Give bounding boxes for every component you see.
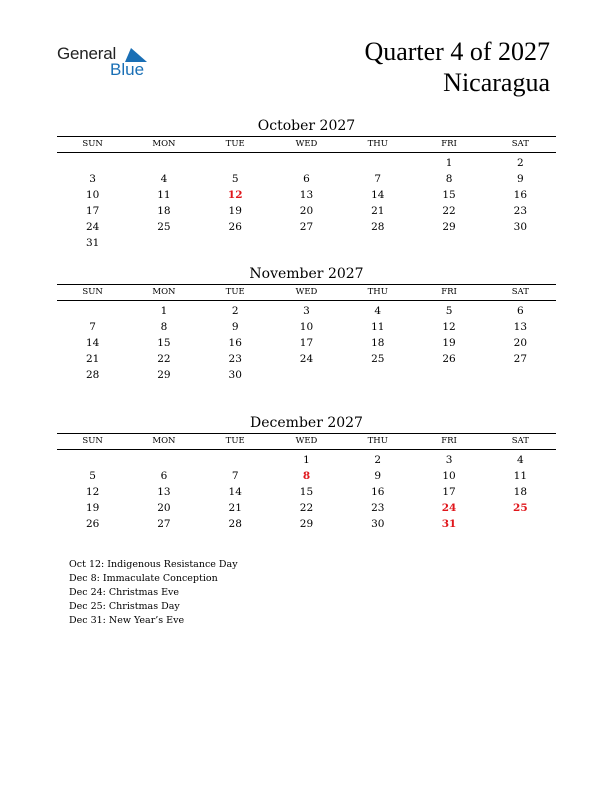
holiday-notes (69, 558, 238, 628)
day-cell: 16 (371, 486, 385, 498)
day-cell (128, 155, 199, 171)
day-cell (271, 155, 342, 171)
day-cell: 20 (157, 502, 171, 514)
weekday-header (57, 434, 556, 450)
day-cell: 23 (371, 502, 385, 514)
day-cell: 20 (299, 205, 314, 217)
day-cell: 23 (513, 205, 528, 217)
day-cell: 1 (160, 305, 168, 317)
day-cell: 6 (160, 470, 168, 482)
day-cell: 7 (374, 173, 382, 185)
day-cell: 16 (228, 337, 242, 349)
day-cell (485, 516, 556, 532)
day-cell (271, 235, 342, 251)
weekday-label: THU (367, 287, 388, 297)
week-row (57, 351, 556, 367)
day-cell: 21 (228, 502, 242, 514)
weekday-label: FRI (441, 436, 457, 446)
day-cell: 13 (157, 486, 171, 498)
day-cell: 29 (442, 221, 456, 233)
month-title: November 2027 (249, 266, 364, 282)
weekday-label: WED (295, 139, 318, 149)
day-cell (342, 155, 413, 171)
day-cell (342, 367, 413, 383)
day-cell: 14 (228, 486, 242, 498)
weekday-label: MON (152, 436, 176, 446)
day-cell: 10 (85, 189, 100, 201)
day-cell: 27 (513, 353, 528, 365)
day-cell: 29 (157, 369, 171, 381)
day-cell: 17 (442, 486, 456, 498)
day-cell: 15 (157, 337, 171, 349)
day-cell (342, 235, 413, 251)
day-cell: 15 (299, 486, 314, 498)
day-cell: 28 (371, 221, 385, 233)
holiday-day-cell: 24 (441, 502, 457, 514)
week-row (57, 500, 556, 516)
month-title: October 2027 (257, 118, 356, 134)
day-cell: 23 (228, 353, 242, 365)
day-cell: 12 (442, 321, 456, 333)
week-row (57, 203, 556, 219)
weekday-label: MON (152, 139, 176, 149)
weekday-label: TUE (225, 287, 245, 297)
logo-general-text: General (57, 44, 117, 63)
day-cell: 5 (445, 305, 453, 317)
day-cell: 4 (374, 305, 382, 317)
weekday-label: SUN (82, 287, 103, 297)
day-cell: 8 (445, 173, 453, 185)
day-cell: 26 (228, 221, 242, 233)
day-cell: 11 (513, 470, 528, 482)
day-cell (485, 235, 556, 251)
day-cell (485, 367, 556, 383)
day-cell: 31 (85, 237, 100, 249)
month-title: December 2027 (250, 415, 363, 431)
weekday-header (57, 285, 556, 301)
week-row (57, 367, 556, 383)
holiday-note: Dec 24: Christmas Eve (69, 587, 180, 598)
month-october (57, 116, 556, 251)
day-cell: 2 (516, 157, 524, 169)
week-row (57, 484, 556, 500)
holiday-note: Oct 12: Indigenous Resistance Day (69, 559, 238, 570)
week-row (57, 335, 556, 351)
week-row (57, 468, 556, 484)
day-cell: 14 (85, 337, 100, 349)
weekday-label: SAT (511, 287, 529, 297)
holiday-day-cell: 8 (302, 470, 311, 482)
day-cell: 4 (160, 173, 168, 185)
holiday-day-cell: 31 (441, 518, 457, 530)
week-row (57, 516, 556, 532)
day-cell: 28 (85, 369, 100, 381)
country-title: Nicaragua (443, 68, 550, 97)
day-cell: 9 (231, 321, 239, 333)
day-cell: 24 (299, 353, 314, 365)
week-row (57, 171, 556, 187)
holiday-day-cell: 12 (227, 189, 243, 201)
weekday-label: SAT (511, 139, 529, 149)
week-row (57, 235, 556, 251)
day-cell: 26 (85, 518, 100, 530)
day-cell: 18 (513, 486, 528, 498)
day-cell: 1 (445, 157, 453, 169)
day-cell: 4 (516, 454, 524, 466)
weekday-label: SUN (82, 139, 103, 149)
day-cell (57, 452, 128, 468)
day-cell: 24 (85, 221, 100, 233)
day-cell: 21 (85, 353, 100, 365)
day-cell: 2 (374, 454, 382, 466)
day-cell: 16 (513, 189, 528, 201)
day-cell: 1 (303, 454, 310, 466)
day-cell: 9 (374, 470, 382, 482)
weekday-label: FRI (441, 287, 457, 297)
weekday-label: THU (367, 139, 388, 149)
holiday-note: Dec 8: Immaculate Conception (69, 573, 218, 584)
day-cell: 29 (299, 518, 314, 530)
day-cell: 2 (231, 305, 239, 317)
weekday-label: MON (152, 287, 176, 297)
day-cell: 11 (371, 321, 385, 333)
day-cell: 9 (516, 173, 524, 185)
day-cell (413, 367, 484, 383)
weekday-header (57, 137, 556, 153)
day-cell: 27 (157, 518, 171, 530)
day-cell: 19 (228, 205, 242, 217)
page-title (364, 36, 550, 98)
day-cell: 22 (157, 353, 171, 365)
day-cell (271, 367, 342, 383)
day-cell: 6 (303, 173, 310, 185)
month-december (57, 413, 556, 532)
weekday-label: TUE (225, 436, 245, 446)
weekday-label: FRI (441, 139, 457, 149)
day-cell: 19 (442, 337, 456, 349)
day-cell (200, 155, 271, 171)
week-row (57, 187, 556, 203)
day-cell: 13 (299, 189, 314, 201)
day-cell: 10 (442, 470, 456, 482)
day-cell: 18 (371, 337, 385, 349)
day-cell: 7 (231, 470, 239, 482)
day-cell: 15 (442, 189, 456, 201)
weekday-label: SUN (82, 436, 103, 446)
day-cell: 25 (157, 221, 171, 233)
day-cell: 22 (299, 502, 314, 514)
day-cell: 30 (513, 221, 528, 233)
day-cell (57, 155, 128, 171)
week-row (57, 319, 556, 335)
day-cell: 3 (89, 173, 96, 185)
day-cell: 3 (303, 305, 310, 317)
logo-blue-text: Blue (110, 60, 145, 79)
day-cell (200, 235, 271, 251)
week-row (57, 452, 556, 468)
day-cell: 12 (85, 486, 100, 498)
holiday-day-cell: 25 (513, 502, 528, 514)
day-cell: 7 (89, 321, 96, 333)
day-cell: 25 (371, 353, 385, 365)
day-cell (128, 235, 199, 251)
day-cell: 10 (299, 321, 314, 333)
generalblue-logo (57, 44, 167, 84)
weekday-label: THU (367, 436, 388, 446)
day-cell: 5 (89, 470, 96, 482)
day-cell: 5 (231, 173, 239, 185)
day-cell: 30 (228, 369, 242, 381)
week-row (57, 219, 556, 235)
weekday-label: WED (295, 436, 318, 446)
quarter-title: Quarter 4 of 2027 (364, 37, 550, 66)
day-cell (413, 235, 484, 251)
month-november (57, 264, 556, 383)
holiday-note: Dec 25: Christmas Day (69, 601, 180, 612)
day-cell (57, 303, 128, 319)
weekday-label: WED (295, 287, 318, 297)
day-cell: 3 (445, 454, 453, 466)
day-cell: 20 (513, 337, 528, 349)
day-cell: 22 (442, 205, 456, 217)
day-cell: 18 (157, 205, 171, 217)
week-row (57, 155, 556, 171)
day-cell: 21 (371, 205, 385, 217)
day-cell: 17 (85, 205, 100, 217)
day-cell: 6 (516, 305, 524, 317)
day-cell (200, 452, 271, 468)
day-cell: 19 (85, 502, 100, 514)
day-cell: 14 (371, 189, 385, 201)
weekday-label: SAT (511, 436, 529, 446)
day-cell: 8 (160, 321, 168, 333)
week-row (57, 303, 556, 319)
day-cell: 13 (513, 321, 528, 333)
weekday-label: TUE (225, 139, 245, 149)
day-cell: 28 (228, 518, 242, 530)
day-cell: 17 (299, 337, 314, 349)
day-cell: 30 (371, 518, 385, 530)
day-cell: 26 (442, 353, 456, 365)
day-cell: 11 (157, 189, 171, 201)
day-cell: 27 (299, 221, 314, 233)
day-cell (128, 452, 199, 468)
holiday-note: Dec 31: New Year’s Eve (69, 615, 185, 626)
